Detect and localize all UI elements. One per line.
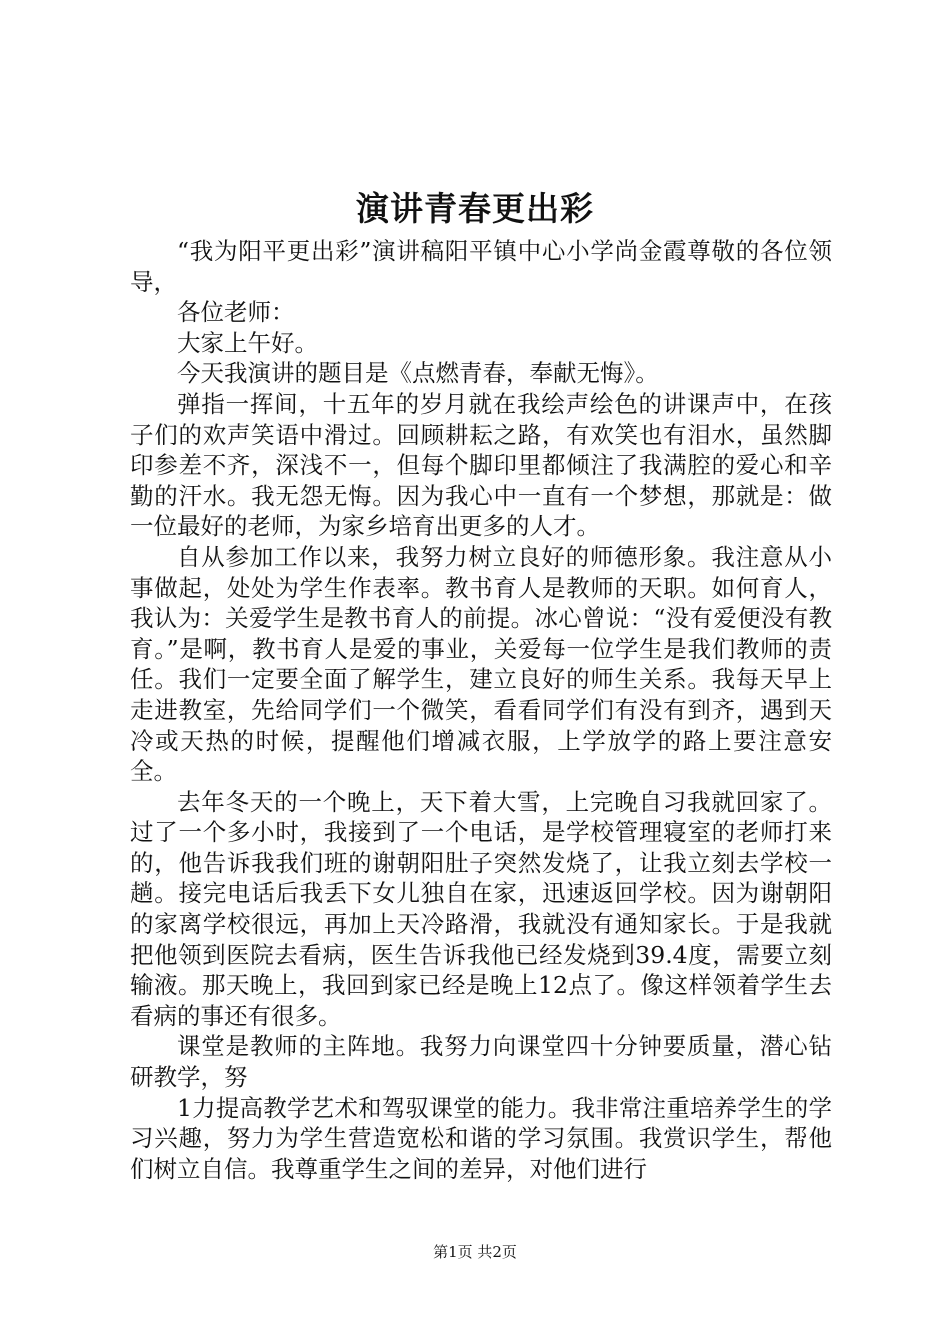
paragraph: 去年冬天的一个晚上，天下着大雪，上完晚自习我就回家了。过了一个多小时，我接到了一个电话，是学校管理寝室的老师打来的，他告诉我我们班的谢朝阳肚子突然发烧了，让我立刻去学校一趟。接完电话后我丢下女儿独自在家，迅速返回学校。因为谢朝阳的家离学校很远，再加上天冷路滑，我就没有通知家长。于是我就把他领到医院去看病，医生告诉我他已经发烧到39.4度，需要立刻输液。那天晚上，我回到家已经是晚上12点了。像这样领着学生去看病的事还有很多。 bbox=[130, 787, 832, 1030]
document-body bbox=[130, 236, 832, 1184]
paragraph: 1力提高教学艺术和驾驭课堂的能力。我非常注重培养学生的学习兴趣，努力为学生营造宽松和谐的学习氛围。我赏识学生，帮他们树立自信。我尊重学生之间的差异，对他们进行 bbox=[130, 1093, 832, 1183]
paragraph: “我为阳平更出彩”演讲稿阳平镇中心小学尚金霞尊敬的各位领导， bbox=[130, 237, 832, 296]
paragraph: 今天我演讲的题目是《点燃青春，奉献无悔》。 bbox=[177, 359, 659, 388]
document-title: 演讲青春更出彩 bbox=[356, 189, 594, 228]
paragraph: 课堂是教师的主阵地。我努力向课堂四十分钟要质量，潜心钻研教学，努 bbox=[130, 1032, 832, 1092]
paragraph: 各位老师： bbox=[177, 298, 295, 327]
paragraph: 自从参加工作以来，我努力树立良好的师德形象。我注意从小事做起，处处为学生作表率。教书育人是教师的天职。如何育人，我认为：关爱学生是教书育人的前提。冰心曾说：“没有爱便没有教育。”是啊，教书育人是爱的事业，关爱每一位学生是我们教师的责任。我们一定要全面了解学生，建立良好的师生关系。我每天早上走进教室，先给同学们一个微笑，看看同学们有没有到齐，遇到天冷或天热的时候，提醒他们增减衣服，上学放学的路上要注意安全。 bbox=[130, 542, 832, 786]
paragraph: 大家上午好。 bbox=[177, 328, 318, 357]
page-footer: 第1页 共2页 bbox=[433, 1243, 517, 1261]
paragraph: 弹指一挥间，十五年的岁月就在我绘声绘色的讲课声中，在孩子们的欢声笑语中滑过。回顾耕耘之路，有欢笑也有泪水，虽然脚印参差不齐，深浅不一，但每个脚印里都倾注了我满腔的爱心和辛勤的汗水。我无怨无悔。因为我心中一直有一个梦想，那就是：做一位最好的老师，为家乡培育出更多的人才。 bbox=[130, 389, 832, 541]
